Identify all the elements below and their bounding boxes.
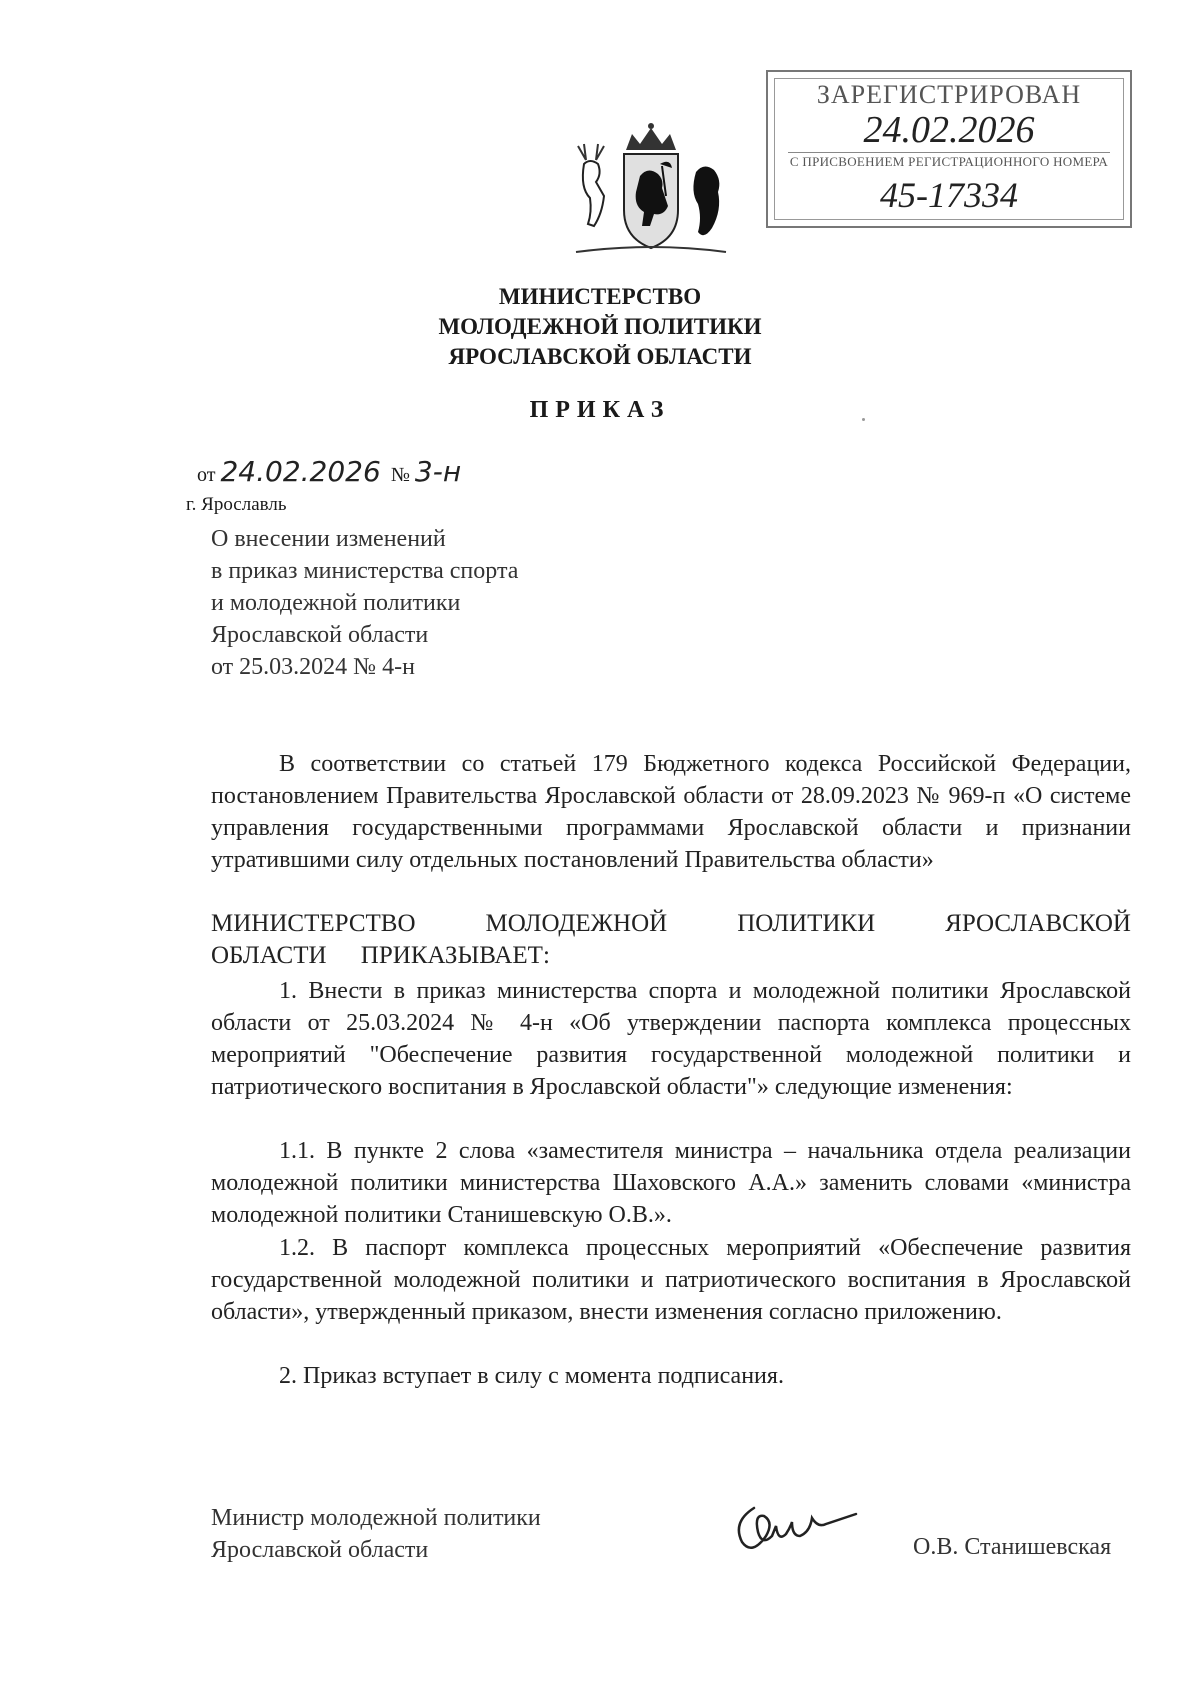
- subject-line: Ярославской области: [211, 622, 429, 648]
- subject-line: О внесении изменений: [211, 526, 446, 552]
- order-date: 24.02.2026: [220, 455, 381, 488]
- preamble-paragraph: В соответствии со статьей 179 Бюджетного кодекса Российской Федерации, постановлением Правительства Ярославской области от 28.09.2023 № 969-п «О системе управления государственными программами Ярославской области и признании утратившими силу отдельных постановлений Правительства области»: [211, 751, 1131, 873]
- order-subject: [211, 523, 518, 683]
- item-1-2-paragraph: 1.2. В паспорт комплекса процессных мероприятий «Обеспечение развития государственной молодежной политики и патриотического воспитания в Ярославской области», утвержденный приказом, внести изменения согласно приложению.: [211, 1235, 1131, 1325]
- signatory-position: [211, 1502, 541, 1566]
- date-prefix: от: [197, 464, 216, 486]
- position-line-1: Министр молодежной политики: [211, 1505, 541, 1531]
- stamp-number: 45-17334: [880, 175, 1018, 215]
- order-city: г. Ярославль: [186, 494, 287, 515]
- item-2-paragraph: 2. Приказ вступает в силу с момента подписания.: [279, 1363, 784, 1389]
- stamp-number-label: С ПРИСВОЕНИЕМ РЕГИСТРАЦИОННОГО НОМЕРА: [789, 154, 1109, 169]
- stamp-title: ЗАРЕГИСТРИРОВАН: [816, 80, 1082, 109]
- item-1-1-paragraph: 1.1. В пункте 2 слова «заместителя министра – начальника отдела реализации молодежной политики министерства Шаховского А.А.» заменить словами «министра молодежной политики Станишевскую О.В.».: [211, 1138, 1131, 1228]
- number-prefix: №: [390, 464, 410, 486]
- subject-line: от 25.03.2024 № 4-н: [211, 654, 415, 680]
- header-line-3: ЯРОСЛАВСКОЙ ОБЛАСТИ: [448, 344, 752, 369]
- position-line-2: Ярославской области: [211, 1537, 429, 1563]
- stamp-date: 24.02.2026: [863, 109, 1035, 151]
- handwritten-signature: [720, 1480, 870, 1570]
- coat-of-arms-icon: [566, 120, 736, 260]
- signatory-name: О.В. Станишевская: [913, 1534, 1112, 1560]
- subject-line: и молодежной политики: [211, 590, 461, 616]
- stamp-divider: [788, 152, 1110, 153]
- order-title: ПРИКАЗ: [529, 397, 671, 423]
- order-dateline: [197, 455, 461, 488]
- header-line-1: МИНИСТЕРСТВО: [498, 284, 702, 309]
- subject-line: в приказ министерства спорта: [211, 558, 519, 584]
- scan-speck: [862, 418, 865, 421]
- registration-stamp: [766, 70, 1132, 228]
- ministry-header: [0, 282, 1200, 372]
- order-number: 3-н: [414, 455, 462, 488]
- header-line-2: МОЛОДЕЖНОЙ ПОЛИТИКИ: [438, 314, 762, 339]
- item-1-paragraph: 1. Внести в приказ министерства спорта и молодежной политики Ярославской области от 25.03.2024 № 4-н «Об утверждении паспорта комплекса процессных мероприятий "Обеспечение развития государственной молодежной политики и патриотического воспитания в Ярославской области"» следующие изменения:: [211, 978, 1131, 1100]
- orders-paragraph: МИНИСТЕРСТВО МОЛОДЕЖНОЙ ПОЛИТИКИ ЯРОСЛАВСКОЙ ОБЛАСТИ ПРИКАЗЫВАЕТ:: [211, 910, 1131, 969]
